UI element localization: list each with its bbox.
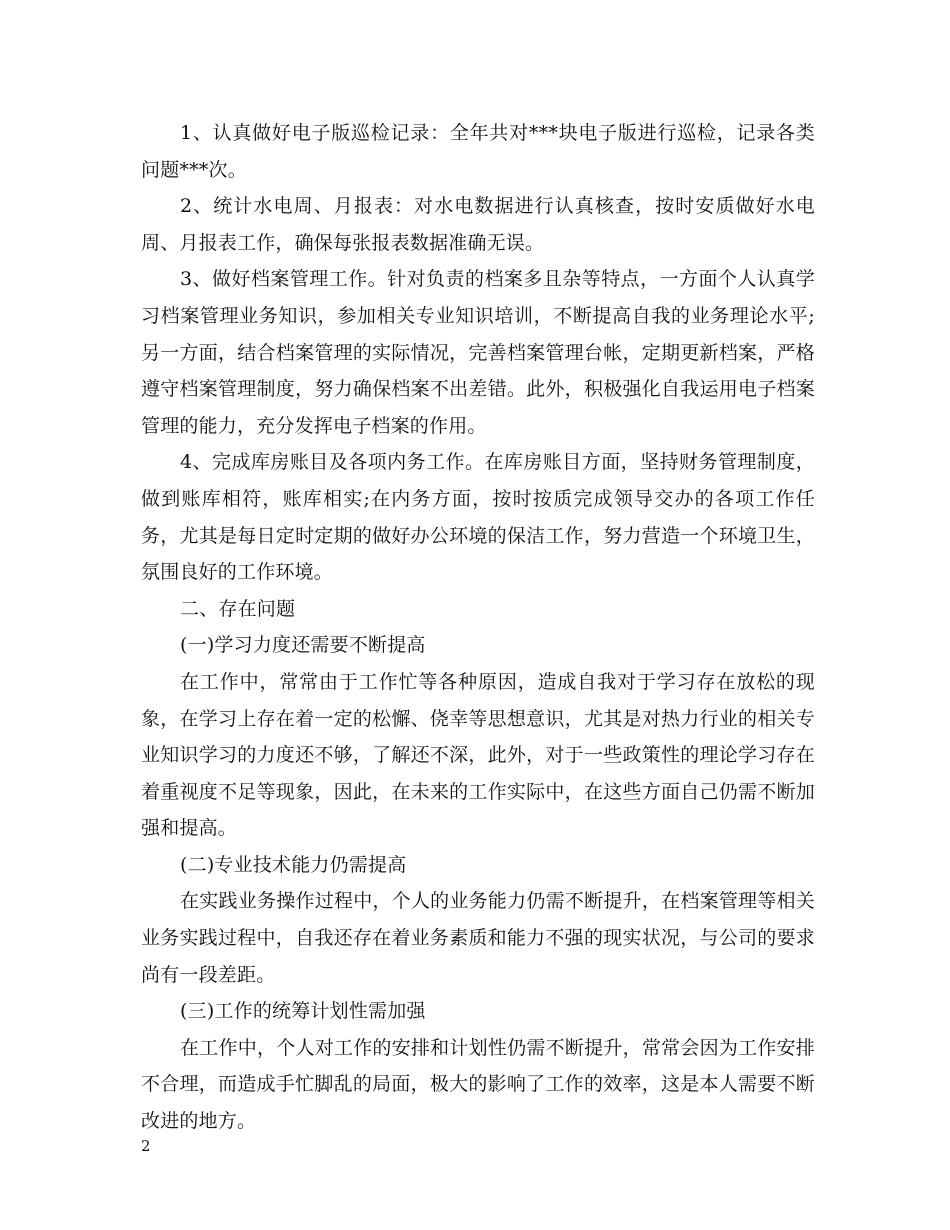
subheading-planning: (三)工作的统筹计划性需加强 [180, 1000, 426, 1023]
paragraph-archive-management: 3、做好档案管理工作。针对负责的档案多且杂等特点，一方面个人认真学习档案管理业务知识，参加相关专业知识培训，不断提高自我的业务理论水平;另一方面，结合档案管理的实际情况，完善档案管理台帐，定期更新档案，严格遵守档案管理制度，努力确保档案不出差错。此外，积极强化自我运用电子档案管理的能力，充分发挥电子档案的作用。 [141, 268, 815, 437]
subheading-learning: (一)学习力度还需要不断提高 [180, 634, 426, 657]
document-body [141, 115, 815, 1140]
paragraph-warehouse-accounts: 4、完成库房账目及各项内务工作。在库房账目方面，坚持财务管理制度，做到账库相符，账库相实;在内务方面，按时按质完成领导交办的各项工作任务，尤其是每日定时定期的做好办公环境的保洁工作，努力营造一个环境卫生，氛围良好的工作环境。 [141, 451, 815, 584]
paragraph-planning: 在工作中，个人对工作的安排和计划性仍需不断提升，常常会因为工作安排不合理，而造成手忙脚乱的局面，极大的影响了工作的效率，这是本人需要不断改进的地方。 [141, 1036, 815, 1133]
section-heading-problems: 二、存在问题 [180, 597, 296, 620]
subheading-technical-ability: (二)专业技术能力仍需提高 [180, 853, 407, 876]
paragraph-technical-ability: 在实践业务操作过程中，个人的业务能力仍需不断提升，在档案管理等相关业务实践过程中，自我还存在着业务素质和能力不强的现实状况，与公司的要求尚有一段差距。 [141, 890, 815, 986]
paragraph-learning: 在工作中，常常由于工作忙等各种原因，造成自我对于学习存在放松的现象，在学习上存在着一定的松懈、侥幸等思想意识，尤其是对热力行业的相关专业知识学习的力度还不够，了解还不深，此外，对于一些政策性的理论学习存在着重视度不足等现象，因此，在未来的工作实际中，在这些方面自己仍需不断加强和提高。 [141, 670, 815, 840]
page-number: 2 [141, 1137, 151, 1155]
paragraph-utility-reports: 2、统计水电周、月报表：对水电数据进行认真核查，按时安质做好水电周、月报表工作，确保每张报表数据准确无误。 [141, 195, 815, 254]
paragraph-inspection-records: 1、认真做好电子版巡检记录：全年共对***块电子版进行巡检，记录各类问题***次。 [141, 122, 815, 181]
